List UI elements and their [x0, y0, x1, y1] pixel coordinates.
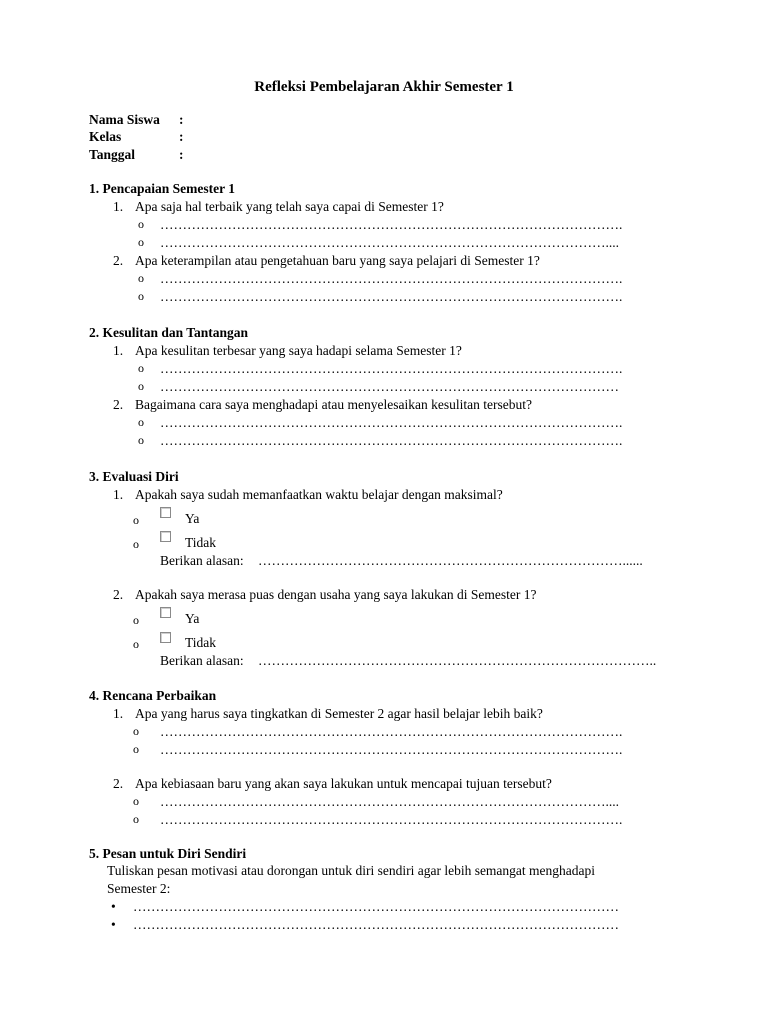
- answer-line: ………………………………………………………………………………………….: [160, 271, 623, 286]
- answer-line: ………………………………………………………………………………………….: [160, 812, 623, 827]
- message-answer-line: ………………………………………………………………………………………………: [133, 899, 619, 914]
- option-label-ya: Ya: [185, 511, 200, 526]
- question-text: Apa kebiasaan baru yang akan saya lakukan untuk mencapai tujuan tersebut?: [135, 776, 552, 791]
- sub-bullet-o: o: [138, 235, 144, 249]
- page-title: Refleksi Pembelajaran Akhir Semester 1: [254, 79, 514, 95]
- option-label-ya: Ya: [185, 611, 200, 626]
- field-colon-kelas: :: [179, 129, 184, 144]
- question-number: 1.: [113, 199, 124, 214]
- section-heading-evaluasi: 3. Evaluasi Diri: [89, 469, 179, 484]
- question-text: Apa keterampilan atau pengetahuan baru yang saya pelajari di Semester 1?: [135, 253, 540, 268]
- section-heading-pencapaian: 1. Pencapaian Semester 1: [89, 181, 235, 196]
- section-heading-rencana: 4. Rencana Perbaikan: [89, 688, 217, 703]
- instruction-text: Tuliskan pesan motivasi atau dorongan untuk diri sendiri agar lebih semangat menghadapi: [107, 863, 596, 878]
- section-heading-pesan: 5. Pesan untuk Diri Sendiri: [89, 846, 247, 861]
- answer-line: ………………………………………………………………………………………….: [160, 217, 623, 232]
- answer-line: …………………………………………………………………………………………: [160, 379, 619, 394]
- answer-line: ………………………………………………………………………………………….: [160, 433, 623, 448]
- sub-bullet-o: o: [133, 742, 139, 756]
- question-text: Apa yang harus saya tingkatkan di Semester 2 agar hasil belajar lebih baik?: [135, 706, 543, 721]
- question-text: Apa saja hal terbaik yang telah saya capai di Semester 1?: [135, 199, 444, 214]
- answer-line: ………………………………………………………………………………………….: [160, 724, 623, 739]
- question-number: 2.: [113, 776, 124, 791]
- sub-bullet-o: o: [138, 271, 144, 285]
- reason-label: Berikan alasan:: [160, 653, 244, 668]
- question-number: 2.: [113, 253, 124, 268]
- answer-line: ………………………………………………………………………………………....: [160, 235, 619, 250]
- reason-answer-line: ……………………………………………………………………………..: [258, 653, 657, 668]
- question-number: 1.: [113, 487, 124, 502]
- bullet-dot: •: [111, 899, 116, 914]
- option-label-tidak: Tidak: [185, 635, 217, 650]
- field-colon-nama-siswa: :: [179, 112, 184, 127]
- section-heading-kesulitan: 2. Kesulitan dan Tantangan: [89, 325, 249, 340]
- field-colon-tanggal: :: [179, 147, 184, 162]
- sub-bullet-o: o: [133, 513, 139, 527]
- sub-bullet-o: o: [133, 794, 139, 808]
- sub-bullet-o: o: [138, 415, 144, 429]
- question-number: 2.: [113, 397, 124, 412]
- checkbox-ya[interactable]: [160, 607, 171, 618]
- reason-label: Berikan alasan:: [160, 553, 244, 568]
- checkbox-ya[interactable]: [160, 507, 171, 518]
- answer-line: ………………………………………………………………………………………….: [160, 742, 623, 757]
- answer-line: ………………………………………………………………………………………....: [160, 794, 619, 809]
- question-text: Apakah saya sudah memanfaatkan waktu belajar dengan maksimal?: [135, 487, 503, 502]
- question-text: Apa kesulitan terbesar yang saya hadapi selama Semester 1?: [135, 343, 462, 358]
- answer-line: ………………………………………………………………………………………….: [160, 361, 623, 376]
- question-text: Bagaimana cara saya menghadapi atau menyelesaikan kesulitan tersebut?: [135, 397, 532, 412]
- sub-bullet-o: o: [138, 217, 144, 231]
- question-number: 1.: [113, 343, 124, 358]
- question-number: 2.: [113, 587, 124, 602]
- instruction-text: Semester 2:: [107, 881, 171, 896]
- sub-bullet-o: o: [138, 289, 144, 303]
- sub-bullet-o: o: [133, 537, 139, 551]
- question-text: Apakah saya merasa puas dengan usaha yang saya lakukan di Semester 1?: [135, 587, 537, 602]
- answer-line: ………………………………………………………………………………………….: [160, 415, 623, 430]
- question-number: 1.: [113, 706, 124, 721]
- bullet-dot: •: [111, 917, 116, 932]
- field-label-nama-siswa: Nama Siswa: [89, 112, 160, 127]
- sub-bullet-o: o: [133, 724, 139, 738]
- sub-bullet-o: o: [133, 812, 139, 826]
- option-label-tidak: Tidak: [185, 535, 217, 550]
- checkbox-tidak[interactable]: [160, 531, 171, 542]
- sub-bullet-o: o: [133, 637, 139, 651]
- message-answer-line: ………………………………………………………………………………………………: [133, 917, 619, 932]
- reason-answer-line: ………………………………………………………………………......: [258, 553, 643, 568]
- field-label-kelas: Kelas: [89, 129, 122, 144]
- field-label-tanggal: Tanggal: [89, 147, 136, 162]
- answer-line: ………………………………………………………………………………………….: [160, 289, 623, 304]
- checkbox-tidak[interactable]: [160, 632, 171, 643]
- sub-bullet-o: o: [138, 361, 144, 375]
- sub-bullet-o: o: [138, 433, 144, 447]
- sub-bullet-o: o: [133, 613, 139, 627]
- sub-bullet-o: o: [138, 379, 144, 393]
